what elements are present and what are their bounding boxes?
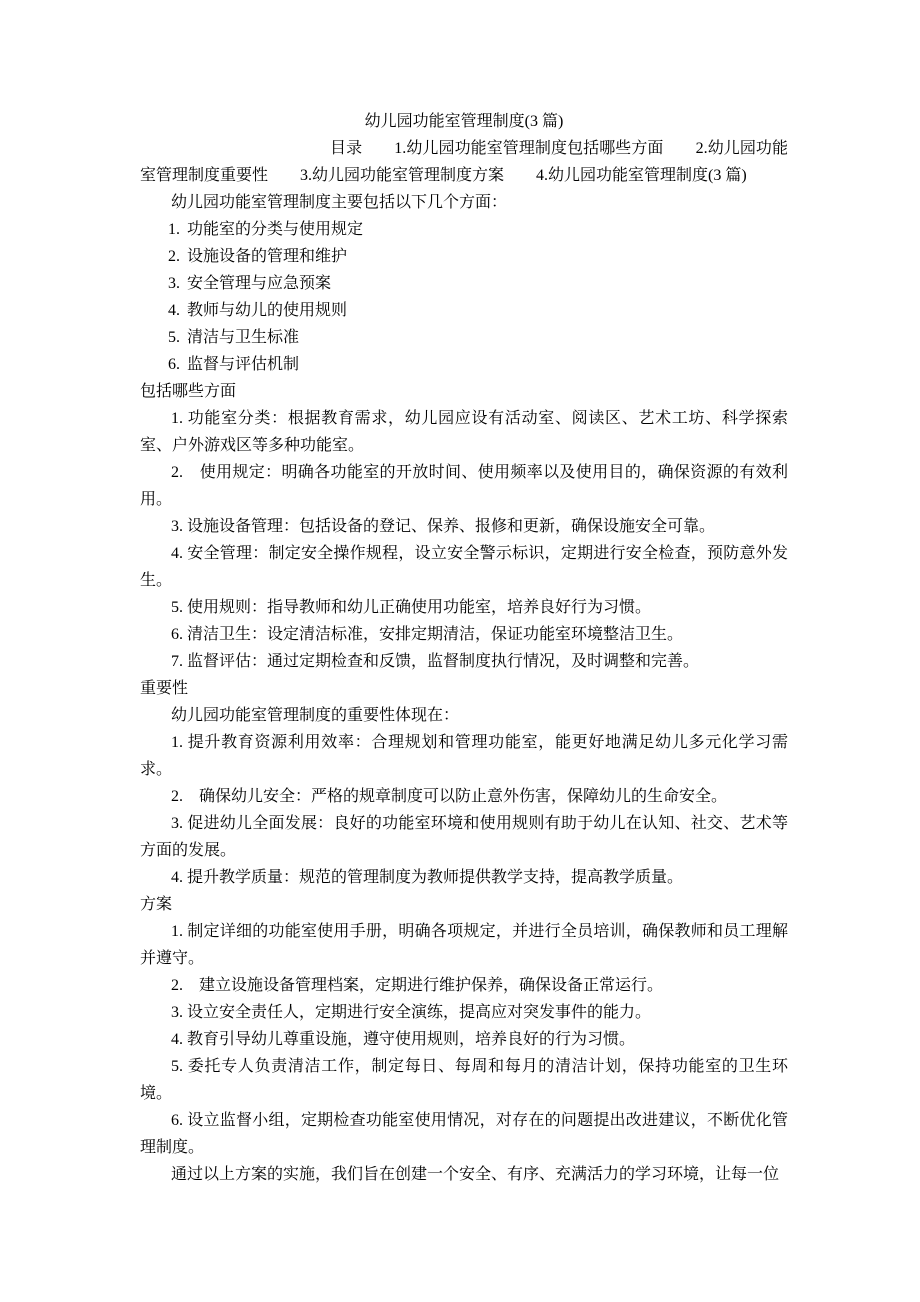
intro-paragraph: 幼儿园功能室管理制度主要包括以下几个方面： xyxy=(171,194,508,211)
document-title: 幼儿园功能室管理制度(3 篇) xyxy=(364,113,564,130)
paragraph: 6. 清洁卫生：设定清洁标准，安排定期清洁，保证功能室环境整洁卫生。 xyxy=(171,626,684,643)
section-heading-scope: 包括哪些方面 xyxy=(140,383,237,400)
paragraph: 6. 设立监督小组，定期检查功能室使用情况，对存在的问题提出改进建议，不断优化管理制度。 xyxy=(140,1112,788,1156)
list-number: 3. xyxy=(168,275,180,292)
paragraph: 2. 建立设施设备管理档案，定期进行维护保养，确保设备正常运行。 xyxy=(171,977,664,994)
paragraph: 1. 提升教育资源利用效率：合理规划和管理功能室，能更好地满足幼儿多元化学习需求。 xyxy=(140,734,788,778)
overview-list xyxy=(140,216,788,378)
table-of-contents: 目录 1.幼儿园功能室管理制度包括哪些方面 2.幼儿园功能室管理制度重要性 3.幼儿园功能室管理制度方案 4.幼儿园功能室管理制度(3 篇) xyxy=(140,140,788,184)
paragraph: 4. 提升教学质量：规范的管理制度为教师提供教学支持，提高教学质量。 xyxy=(171,869,684,886)
list-item xyxy=(168,270,788,297)
paragraph: 2. 使用规定：明确各功能室的开放时间、使用频率以及使用目的，确保资源的有效利用。 xyxy=(140,464,788,508)
paragraph: 1. 功能室分类：根据教育需求，幼儿园应设有活动室、阅读区、艺术工坊、科学探索室、户外游戏区等多种功能室。 xyxy=(140,410,788,454)
paragraph: 3. 设立安全责任人，定期进行安全演练，提高应对突发事件的能力。 xyxy=(171,1004,652,1021)
closing-paragraph: 通过以上方案的实施，我们旨在创建一个安全、有序、充满活力的学习环境，让每一位 xyxy=(171,1166,780,1183)
paragraph: 7. 监督评估：通过定期检查和反馈，监督制度执行情况，及时调整和完善。 xyxy=(171,653,700,670)
list-text: 安全管理与应急预案 xyxy=(187,275,332,292)
list-number: 5. xyxy=(168,329,180,346)
paragraph: 幼儿园功能室管理制度的重要性体现在： xyxy=(171,707,460,724)
list-text: 设施设备的管理和维护 xyxy=(187,248,348,265)
list-number: 4. xyxy=(168,302,180,319)
list-item xyxy=(168,243,788,270)
paragraph: 5. 委托专人负责清洁工作，制定每日、每周和每月的清洁计划，保持功能室的卫生环境。 xyxy=(140,1058,788,1102)
list-item xyxy=(168,297,788,324)
list-item xyxy=(168,216,788,243)
section-heading-importance: 重要性 xyxy=(140,680,189,697)
paragraph: 3. 设施设备管理：包括设备的登记、保养、报修和更新，确保设施安全可靠。 xyxy=(171,518,716,535)
paragraph: 2. 确保幼儿安全：严格的规章制度可以防止意外伤害，保障幼儿的生命安全。 xyxy=(171,788,728,805)
paragraph: 1. 制定详细的功能室使用手册，明确各项规定，并进行全员培训，确保教师和员工理解并遵守。 xyxy=(140,923,788,967)
list-text: 监督与评估机制 xyxy=(187,356,300,373)
list-number: 2. xyxy=(168,248,180,265)
paragraph: 3. 促进幼儿全面发展：良好的功能室环境和使用规则有助于幼儿在认知、社交、艺术等方面的发展。 xyxy=(140,815,788,859)
paragraph: 4. 安全管理：制定安全操作规程，设立安全警示标识，定期进行安全检查，预防意外发生。 xyxy=(140,545,788,589)
list-text: 清洁与卫生标准 xyxy=(187,329,300,346)
list-number: 6. xyxy=(168,356,180,373)
list-text: 功能室的分类与使用规定 xyxy=(187,221,364,238)
paragraph: 4. 教育引导幼儿尊重设施，遵守使用规则，培养良好的行为习惯。 xyxy=(171,1031,636,1048)
list-item xyxy=(168,324,788,351)
section-heading-plan: 方案 xyxy=(140,896,173,913)
paragraph: 5. 使用规则：指导教师和幼儿正确使用功能室，培养良好行为习惯。 xyxy=(171,599,652,616)
list-item xyxy=(168,351,788,378)
list-text: 教师与幼儿的使用规则 xyxy=(187,302,348,319)
list-number: 1. xyxy=(168,221,180,238)
